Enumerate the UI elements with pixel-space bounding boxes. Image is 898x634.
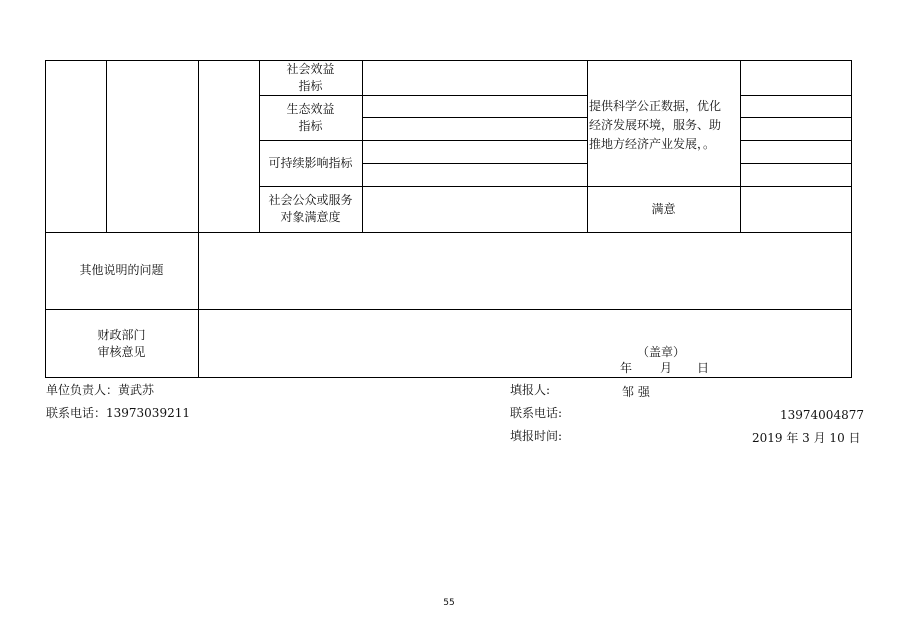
contact-right-label: 联系电话: xyxy=(510,406,563,420)
contact-right-value: 13974004877 xyxy=(780,408,864,422)
page-number: 55 xyxy=(443,598,455,608)
seal-text: （盖章） xyxy=(637,345,686,359)
col-divider xyxy=(740,60,741,233)
fill-time-label: 填报时间: xyxy=(510,429,563,443)
fill-time-value: 2019 年 3 月 10 日 xyxy=(752,431,861,445)
filler-name: 邹 强 xyxy=(622,385,650,399)
row-divider xyxy=(259,140,588,141)
row-divider xyxy=(45,309,852,310)
other-notes-label: 其他说明的问题 xyxy=(79,263,164,277)
row-divider xyxy=(740,117,852,118)
table-border-bottom xyxy=(45,377,852,378)
cell-social-benefit: 社会效益 指标 xyxy=(286,62,335,93)
row-divider xyxy=(259,186,588,187)
row-divider xyxy=(740,186,852,187)
cell-satisfaction: 社会公众或服务 对象满意度 xyxy=(268,193,353,224)
contact-left: 联系电话：13973039211 xyxy=(46,406,190,420)
cell-sustainable: 可持续影响指标 xyxy=(268,156,353,170)
date-month: 月 xyxy=(660,361,673,375)
col-divider xyxy=(106,60,107,233)
cell-satisfaction-value: 满意 xyxy=(651,202,676,216)
cell-eco-benefit: 生态效益 指标 xyxy=(286,102,335,133)
row-divider xyxy=(45,232,852,233)
row-divider xyxy=(587,186,741,187)
col-divider xyxy=(362,60,363,233)
row-divider xyxy=(740,140,852,141)
finance-review-label: 财政部门 审核意见 xyxy=(97,328,146,359)
table-border-right xyxy=(851,60,852,378)
col-divider xyxy=(198,60,199,378)
row-divider xyxy=(362,163,588,164)
row-divider xyxy=(740,95,852,96)
date-day: 日 xyxy=(697,361,710,375)
table-border-top xyxy=(45,60,852,61)
date-year: 年 xyxy=(620,361,633,375)
row-divider xyxy=(259,95,588,96)
row-divider xyxy=(740,163,852,164)
filler-label: 填报人: xyxy=(510,383,551,397)
unit-head: 单位负责人：黄武苏 xyxy=(46,383,155,397)
cell-target-text: 提供科学公正数据，优化 经济发展环境，服务、助 推地方经济产业发展，。 xyxy=(589,99,722,151)
row-divider xyxy=(362,117,588,118)
